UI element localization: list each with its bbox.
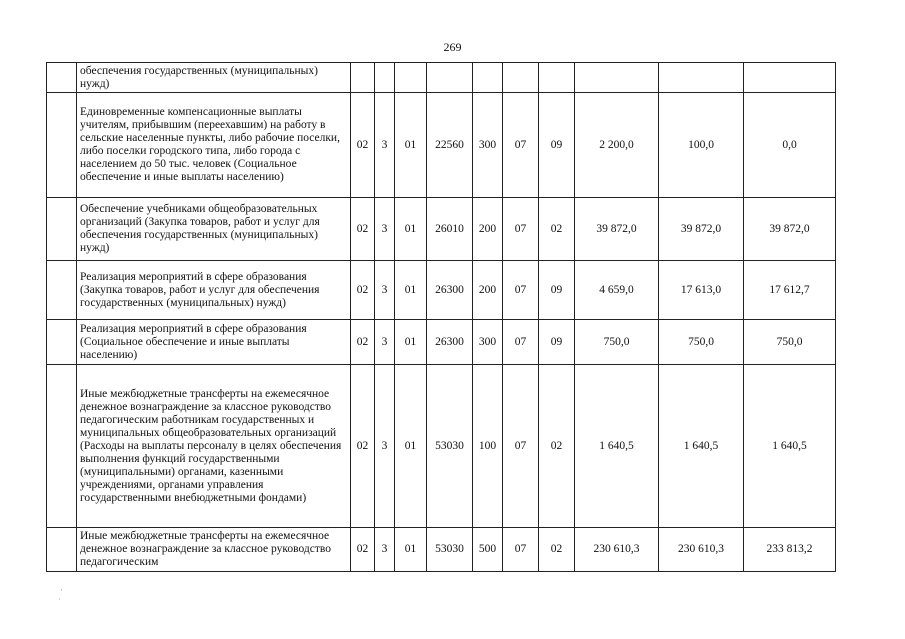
table-row <box>47 365 836 528</box>
scan-speck: · <box>60 585 63 595</box>
amount-year-2: 100,0 <box>659 93 744 198</box>
event-code: 01 <box>395 365 427 528</box>
section-code: 07 <box>503 365 539 528</box>
index-cell <box>47 63 77 93</box>
section-code: 07 <box>503 320 539 365</box>
amount-year-1: 4 659,0 <box>575 261 659 320</box>
index-cell <box>47 198 77 261</box>
table-row <box>47 63 836 93</box>
event-code: 01 <box>395 528 427 572</box>
amount-year-1 <box>575 63 659 93</box>
program-code <box>351 63 375 93</box>
program-code: 02 <box>351 93 375 198</box>
table-row <box>47 320 836 365</box>
row-name: Реализация мероприятий в сфере образования (Социальное обеспечение и иные выплаты населению) <box>77 320 351 365</box>
row-name: обеспечения государственных (муниципальных) нужд) <box>77 63 351 93</box>
expense-type-code: 300 <box>473 93 503 198</box>
expense-type-code <box>473 63 503 93</box>
subprogram-code: 3 <box>375 198 395 261</box>
amount-year-2: 39 872,0 <box>659 198 744 261</box>
subprogram-code: 3 <box>375 528 395 572</box>
expense-type-code: 300 <box>473 320 503 365</box>
program-code: 02 <box>351 198 375 261</box>
section-code: 07 <box>503 261 539 320</box>
direction-code: 53030 <box>427 365 473 528</box>
event-code <box>395 63 427 93</box>
direction-code: 26010 <box>427 198 473 261</box>
direction-code <box>427 63 473 93</box>
direction-code: 22560 <box>427 93 473 198</box>
direction-code: 53030 <box>427 528 473 572</box>
program-code: 02 <box>351 320 375 365</box>
amount-year-3: 750,0 <box>744 320 836 365</box>
amount-year-3: 0,0 <box>744 93 836 198</box>
table-row <box>47 528 836 572</box>
subsection-code: 09 <box>539 261 575 320</box>
amount-year-1: 1 640,5 <box>575 365 659 528</box>
event-code: 01 <box>395 320 427 365</box>
amount-year-2: 17 613,0 <box>659 261 744 320</box>
subprogram-code: 3 <box>375 261 395 320</box>
subsection-code: 09 <box>539 320 575 365</box>
section-code <box>503 63 539 93</box>
amount-year-1: 2 200,0 <box>575 93 659 198</box>
index-cell <box>47 320 77 365</box>
event-code: 01 <box>395 261 427 320</box>
amount-year-3: 233 813,2 <box>744 528 836 572</box>
index-cell <box>47 93 77 198</box>
row-name: Реализация мероприятий в сфере образования (Закупка товаров, работ и услуг для обеспечения государственных (муниципальных) нужд) <box>77 261 351 320</box>
program-code: 02 <box>351 528 375 572</box>
amount-year-1: 39 872,0 <box>575 198 659 261</box>
subsection-code: 02 <box>539 365 575 528</box>
subsection-code: 09 <box>539 93 575 198</box>
subprogram-code: 3 <box>375 320 395 365</box>
subsection-code: 02 <box>539 198 575 261</box>
budget-table <box>46 62 836 572</box>
amount-year-2: 1 640,5 <box>659 365 744 528</box>
subsection-code <box>539 63 575 93</box>
expense-type-code: 100 <box>473 365 503 528</box>
amount-year-3: 17 612,7 <box>744 261 836 320</box>
index-cell <box>47 528 77 572</box>
table-row <box>47 93 836 198</box>
amount-year-2 <box>659 63 744 93</box>
row-name: Иные межбюджетные трансферты на ежемесячное денежное вознаграждение за классное руководство педагогическим <box>77 528 351 572</box>
table-row <box>47 198 836 261</box>
index-cell <box>47 365 77 528</box>
event-code: 01 <box>395 93 427 198</box>
program-code: 02 <box>351 365 375 528</box>
row-name: Иные межбюджетные трансферты на ежемесячное денежное вознаграждение за классное руководство педагогическим работникам государственных и муниципальных общеобразовательных организаций (Расходы на выплаты персоналу в целях обеспечения выполнения функций государственными (муниципальными) органами, казенными учреждениями, органами управления государственными внебюджетными фондами) <box>77 365 351 528</box>
event-code: 01 <box>395 198 427 261</box>
amount-year-1: 750,0 <box>575 320 659 365</box>
expense-type-code: 200 <box>473 198 503 261</box>
program-code: 02 <box>351 261 375 320</box>
amount-year-2: 230 610,3 <box>659 528 744 572</box>
subprogram-code: 3 <box>375 93 395 198</box>
amount-year-3: 39 872,0 <box>744 198 836 261</box>
section-code: 07 <box>503 198 539 261</box>
direction-code: 26300 <box>427 320 473 365</box>
amount-year-3: 1 640,5 <box>744 365 836 528</box>
subprogram-code: 3 <box>375 365 395 528</box>
page-number: 269 <box>443 40 462 54</box>
expense-type-code: 200 <box>473 261 503 320</box>
section-code: 07 <box>503 93 539 198</box>
scan-speck: ˙ <box>58 597 61 607</box>
row-name: Единовременные компенсационные выплаты учителям, прибывшим (переехавшим) на работу в сельские населенные пункты, либо рабочие поселки, либо поселки городского типа, либо города с населением до 50 тыс. человек (Социальное обеспечение и иные выплаты населению) <box>77 93 351 198</box>
subprogram-code <box>375 63 395 93</box>
section-code: 07 <box>503 528 539 572</box>
row-name: Обеспечение учебниками общеобразовательных организаций (Закупка товаров, работ и услуг для обеспечения государственных (муниципальных) нужд) <box>77 198 351 261</box>
expense-type-code: 500 <box>473 528 503 572</box>
amount-year-1: 230 610,3 <box>575 528 659 572</box>
direction-code: 26300 <box>427 261 473 320</box>
table-row <box>47 261 836 320</box>
subsection-code: 02 <box>539 528 575 572</box>
index-cell <box>47 261 77 320</box>
amount-year-2: 750,0 <box>659 320 744 365</box>
amount-year-3 <box>744 63 836 93</box>
